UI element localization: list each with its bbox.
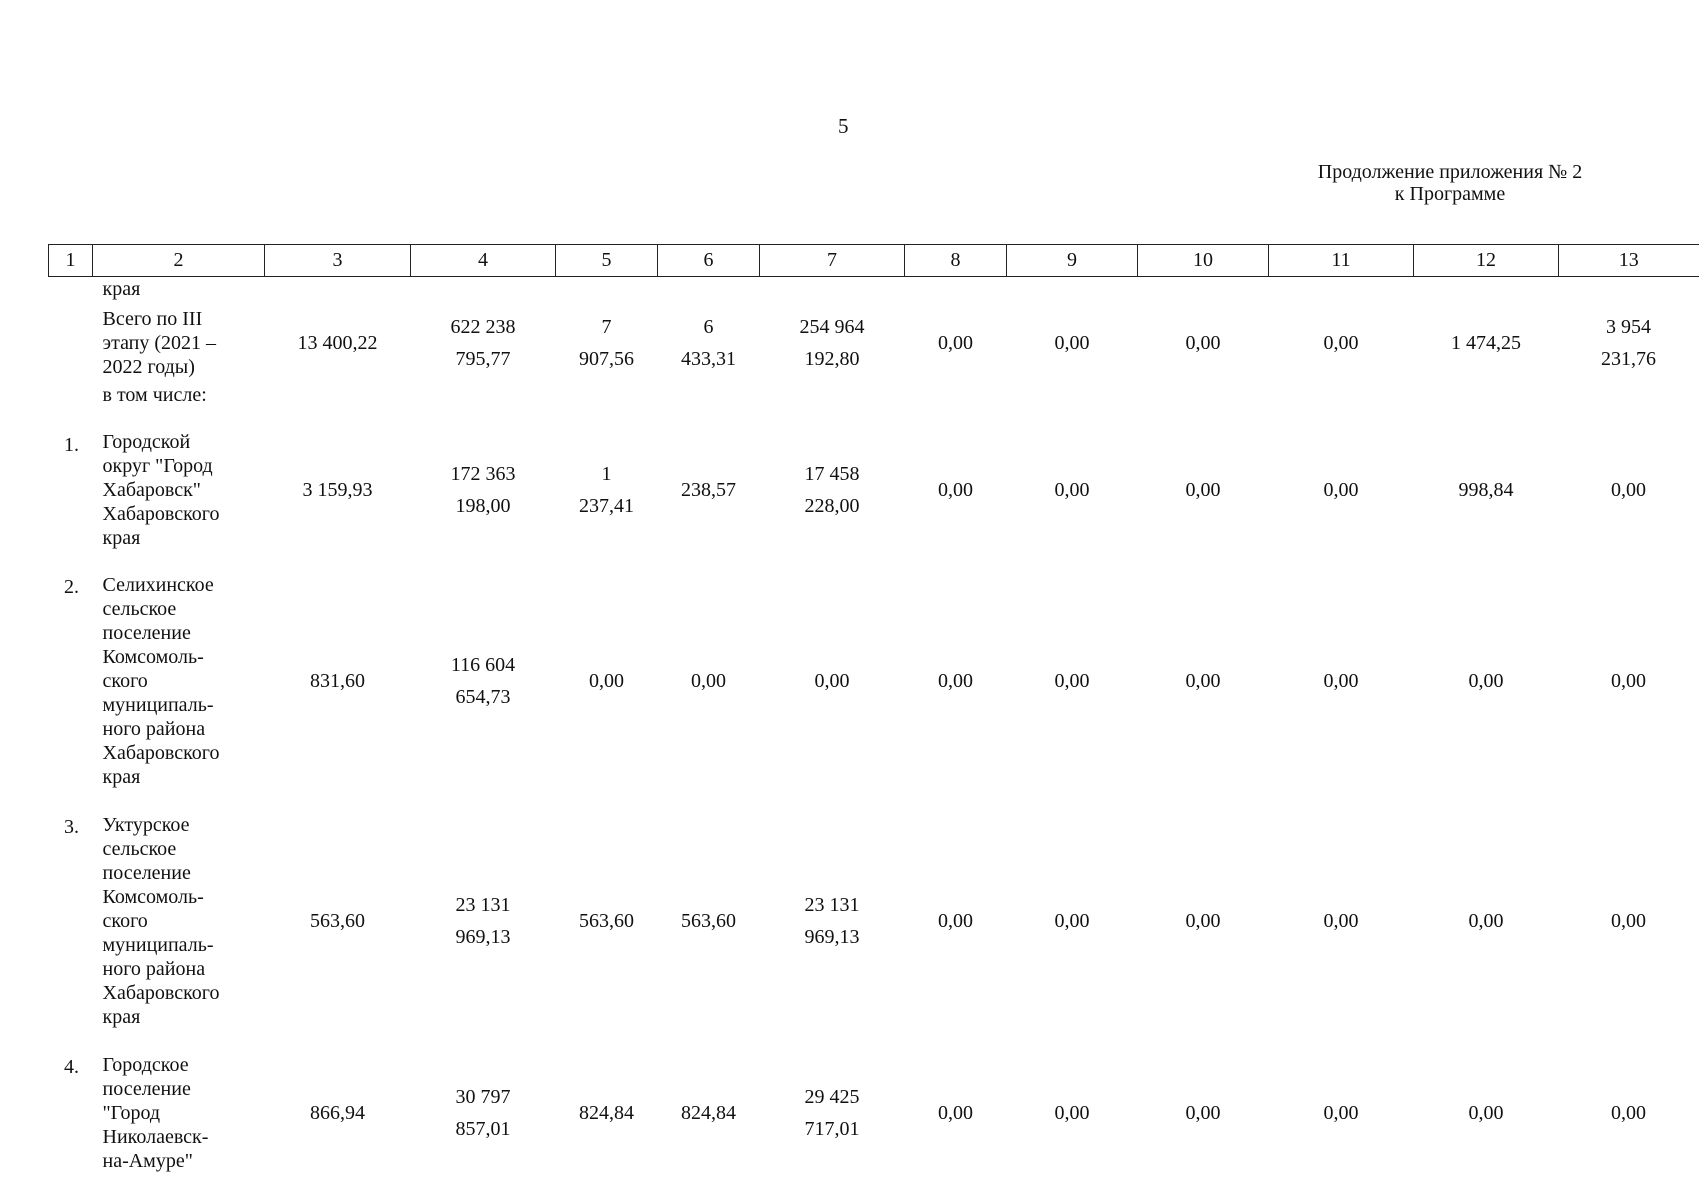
cell-c8: 0,00: [938, 1102, 973, 1124]
cell-c11: 0,00: [1323, 910, 1359, 932]
cell-c10: 0,00: [1185, 479, 1221, 501]
cell-c7: 17 458 228,00: [804, 463, 860, 517]
total-c8: 0,00: [938, 332, 973, 354]
cell-c5: 824,84: [579, 1102, 634, 1124]
header-cell: 3: [265, 245, 411, 277]
appendix-header: [1200, 161, 1700, 205]
cell-c12: 998,84: [1458, 479, 1514, 501]
cell-c3: 3 159,93: [302, 479, 373, 501]
cell-c8: 0,00: [938, 479, 973, 501]
total-c11: 0,00: [1323, 332, 1359, 354]
total-c7: 254 964 192,80: [799, 316, 865, 370]
total-row: [49, 303, 1699, 383]
cell-c8: 0,00: [938, 670, 973, 692]
cell-c10: 0,00: [1185, 1102, 1221, 1124]
cell-c9: 0,00: [1054, 479, 1090, 501]
cell-c13: 0,00: [1611, 1102, 1646, 1124]
cell-c12: 0,00: [1468, 670, 1504, 692]
row-name: Городское поселение "Город Николаевск- на-Амуре": [102, 1054, 209, 1172]
table-row: [49, 383, 1699, 419]
cell-c6: 563,60: [681, 910, 736, 932]
header-cell: 5: [556, 245, 658, 277]
cell-c4: 172 363 198,00: [450, 463, 516, 517]
including-label: в том числе:: [102, 384, 207, 406]
cell-c10: 0,00: [1185, 670, 1221, 692]
cell-c12: 0,00: [1468, 1102, 1504, 1124]
funding-table: [48, 244, 1698, 1185]
row-name: Городской округ "Город Хабаровск" Хабаровского края: [102, 431, 220, 549]
row-index: 1.: [64, 434, 79, 456]
row-index: 4.: [64, 1056, 79, 1078]
header-cell: 11: [1269, 245, 1414, 277]
cell-c8: 0,00: [938, 910, 973, 932]
row-index: 3.: [64, 816, 79, 838]
cell-c13: 0,00: [1611, 479, 1646, 501]
table-row: [49, 561, 1699, 801]
header-cell: 10: [1138, 245, 1269, 277]
total-c6: 6 433,31: [681, 316, 736, 370]
table-row: [49, 277, 1699, 304]
cell-c4: 30 797 857,01: [455, 1086, 511, 1140]
row-index: 2.: [64, 576, 79, 598]
cell-c9: 0,00: [1054, 1102, 1090, 1124]
cell-c5: 0,00: [589, 670, 624, 692]
cell-c7: 29 425 717,01: [804, 1086, 860, 1140]
table-row: [49, 1041, 1699, 1185]
table-row: [49, 419, 1699, 561]
header-cell: 13: [1559, 245, 1699, 277]
header-cell: 4: [411, 245, 556, 277]
header-row: [49, 245, 1699, 277]
cell-c12: 0,00: [1468, 910, 1504, 932]
cell-c3: 563,60: [310, 910, 365, 932]
cell-c9: 0,00: [1054, 910, 1090, 932]
row-name: Селихинское сельское поселение Комсомоль- ского муниципаль- ного района Хабаровского края: [102, 574, 220, 788]
cell-c3: 831,60: [310, 670, 365, 692]
total-label: Всего по III этапу (2021 – 2022 годы): [102, 308, 217, 378]
cell-c9: 0,00: [1054, 670, 1090, 692]
cell-c3: 866,94: [310, 1102, 365, 1124]
header-cell: 8: [905, 245, 1007, 277]
header-cell: 6: [658, 245, 760, 277]
cell-c10: 0,00: [1185, 910, 1221, 932]
total-c4: 622 238 795,77: [450, 316, 516, 370]
cell-c5: 1 237,41: [579, 463, 634, 517]
table-row: [49, 801, 1699, 1041]
cell-c7: 0,00: [814, 670, 850, 692]
cell-c11: 0,00: [1323, 670, 1359, 692]
carry-over-text: края: [102, 278, 141, 300]
header-cell: 12: [1414, 245, 1559, 277]
appendix-line-2: к Программе: [1394, 183, 1506, 205]
cell-c6: 0,00: [691, 670, 726, 692]
cell-c11: 0,00: [1323, 1102, 1359, 1124]
cell-c13: 0,00: [1611, 670, 1646, 692]
cell-c4: 116 604 654,73: [450, 654, 516, 708]
total-c10: 0,00: [1185, 332, 1221, 354]
total-c3: 13 400,22: [297, 332, 378, 354]
row-name: Уктурское сельское поселение Комсомоль- ского муниципаль- ного района Хабаровского края: [102, 814, 220, 1028]
cell-c6: 824,84: [681, 1102, 736, 1124]
header-cell: 1: [49, 245, 93, 277]
cell-c6: 238,57: [681, 479, 736, 501]
header-cell: 9: [1007, 245, 1138, 277]
total-c13: 3 954 231,76: [1601, 316, 1656, 370]
header-cell: 2: [93, 245, 265, 277]
appendix-line-1: Продолжение приложения № 2: [1317, 161, 1583, 183]
total-c12: 1 474,25: [1451, 332, 1521, 354]
total-c9: 0,00: [1054, 332, 1090, 354]
header-cell: 7: [760, 245, 905, 277]
cell-c11: 0,00: [1323, 479, 1359, 501]
cell-c5: 563,60: [579, 910, 634, 932]
cell-c13: 0,00: [1611, 910, 1646, 932]
cell-c7: 23 131 969,13: [804, 894, 860, 948]
total-c5: 7 907,56: [579, 316, 634, 370]
page-number: 5: [838, 114, 849, 138]
cell-c4: 23 131 969,13: [455, 894, 511, 948]
